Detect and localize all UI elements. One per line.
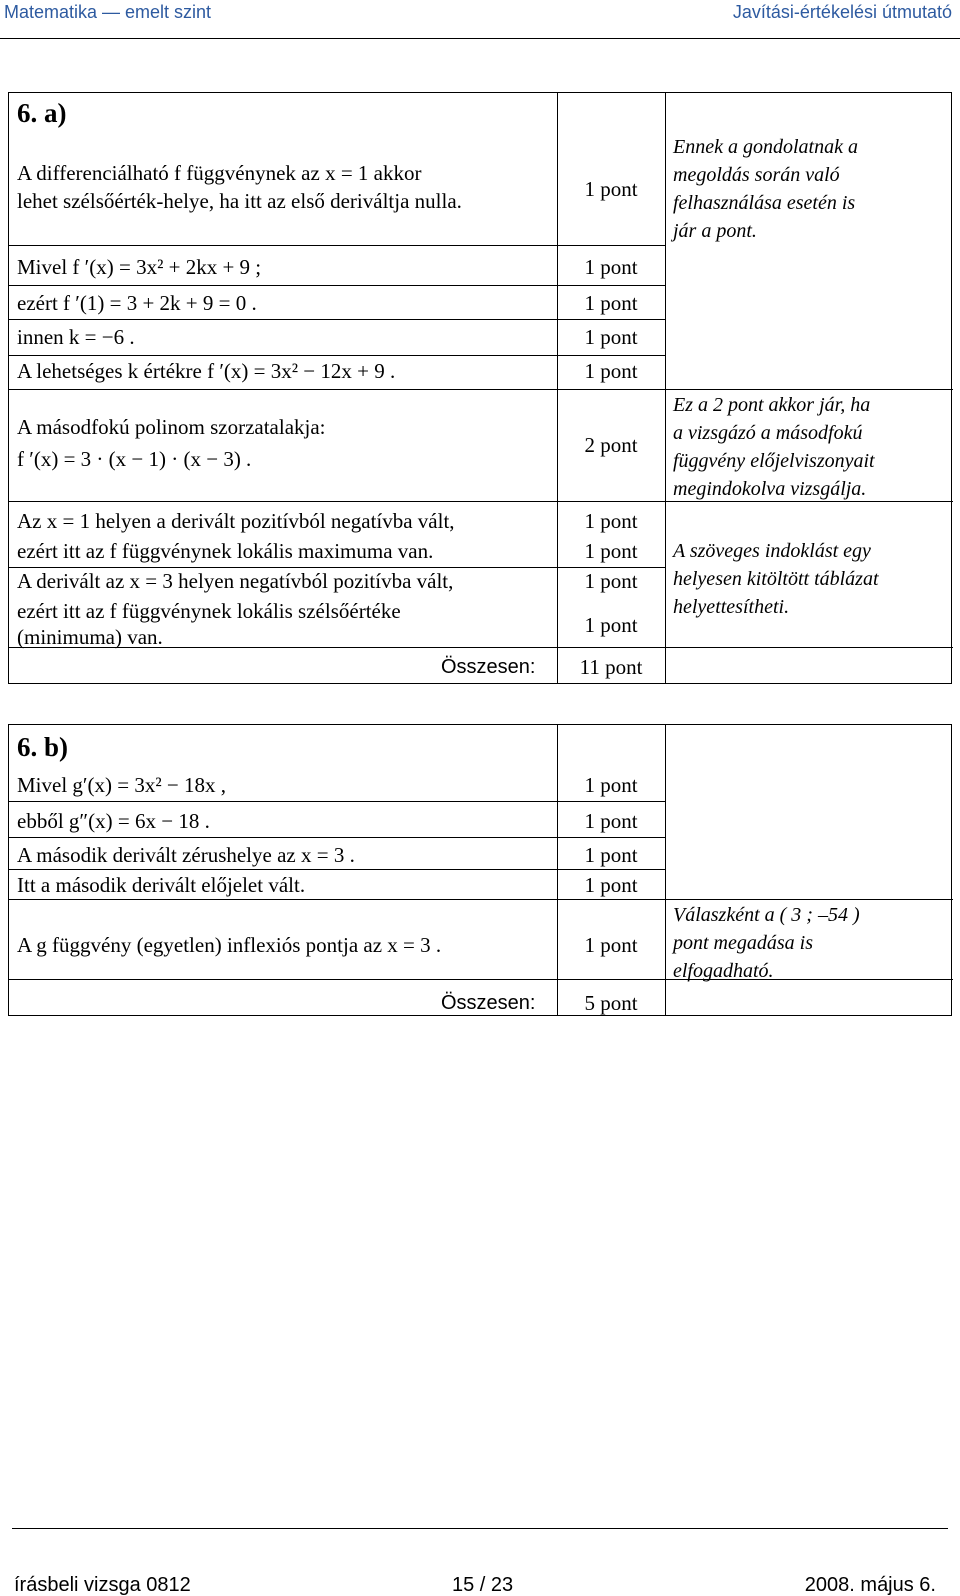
note-line: pont megadása is (673, 932, 813, 954)
footer-page-number: 15 / 23 (452, 1574, 514, 1596)
total-label: Összesen: (441, 656, 536, 678)
row-text: ezért itt az f függvénynek lokális szélsőértéke (17, 599, 401, 623)
row-points: 2 pont (584, 433, 638, 457)
row-text: innen k = −6 . (17, 325, 135, 349)
header-rule (0, 38, 960, 39)
part-a-table (8, 92, 952, 684)
footer-rule (12, 1528, 948, 1529)
divider (665, 725, 666, 1015)
row-text: (minimuma) van. (17, 625, 163, 649)
row-text: Az x = 1 helyen a derivált pozitívból negatívba vált, (17, 509, 455, 533)
header-guide-title: Javítási-értékelési útmutató (732, 2, 952, 22)
note-line: megoldás során való (673, 164, 840, 186)
row-text: ezért itt az f függvénynek lokális maximuma van. (17, 539, 434, 563)
note-line: megindokolva vizsgálja. (673, 478, 867, 500)
row-points: 1 pont (584, 809, 638, 833)
row-text: A lehetséges k értékre f ′(x) = 3x² − 12x + 9 . (17, 359, 396, 383)
row-points: 1 pont (584, 255, 638, 279)
row-points: 1 pont (584, 177, 638, 201)
row-points: 1 pont (584, 291, 638, 315)
note-line: a vizsgázó a másodfokú (673, 422, 863, 444)
row-text: Mivel f ′(x) = 3x² + 2kx + 9 ; (17, 255, 262, 279)
row-text: ezért f ′(1) = 3 + 2k + 9 = 0 . (17, 291, 257, 315)
row-text: lehet szélsőérték-helye, ha itt az első deriváltja nulla. (17, 189, 462, 213)
footer-date: 2008. május 6. (804, 1574, 936, 1596)
row-points: 1 pont (584, 773, 638, 797)
note-line: Ennek a gondolatnak a (673, 136, 858, 158)
part-b-heading: 6. b) (17, 732, 69, 762)
row-points: 1 pont (584, 539, 638, 563)
row-text: A másodfokú polinom szorzatalakja: (17, 415, 326, 439)
total-label: Összesen: (441, 992, 536, 1014)
row-points: 1 pont (584, 613, 638, 637)
divider (665, 93, 666, 683)
total-points: 5 pont (584, 991, 638, 1015)
page-header (0, 0, 960, 44)
row-points: 1 pont (584, 933, 638, 957)
row-points: 1 pont (584, 359, 638, 383)
footer-exam-code: írásbeli vizsga 0812 (14, 1574, 191, 1596)
header-subject: Matematika — emelt szint (4, 2, 212, 22)
note-line: függvény előjelviszonyait (673, 450, 875, 472)
part-a-heading: 6. a) (17, 98, 67, 128)
row-text: A g függvény (egyetlen) inflexiós pontja az x = 3 . (17, 933, 442, 957)
note-line: Válaszként a ( 3 ; –54 ) (673, 904, 860, 926)
row-text: Itt a második derivált előjelet vált. (17, 873, 306, 897)
row-formula: f ′(x) = 3 · (x − 1) · (x − 3) . (17, 447, 252, 471)
total-points: 11 pont (579, 655, 643, 679)
row-text: ebből g″(x) = 6x − 18 . (17, 809, 210, 833)
row-text: A derivált az x = 3 helyen negatívból pozitívba vált, (17, 569, 454, 593)
note-line: helyettesítheti. (673, 596, 790, 618)
row-points: 1 pont (584, 325, 638, 349)
row-points: 1 pont (584, 843, 638, 867)
note-line: elfogadható. (673, 960, 774, 982)
note-line: helyesen kitöltött táblázat (673, 568, 879, 590)
note-line: jár a pont. (673, 220, 757, 242)
row-text: A második derivált zérushelye az x = 3 . (17, 843, 355, 867)
row-points: 1 pont (584, 509, 638, 533)
row-points: 1 pont (584, 569, 638, 593)
divider (557, 725, 558, 1015)
part-b-table (8, 724, 952, 1016)
row-text: Mivel g′(x) = 3x² − 18x , (17, 773, 226, 797)
note-line: felhasználása esetén is (673, 192, 856, 214)
note-line: A szöveges indoklást egy (673, 540, 871, 562)
row-points: 1 pont (584, 873, 638, 897)
note-line: Ez a 2 pont akkor jár, ha (673, 394, 871, 416)
row-text: A differenciálható f függvénynek az x = 1 akkor (17, 161, 422, 185)
